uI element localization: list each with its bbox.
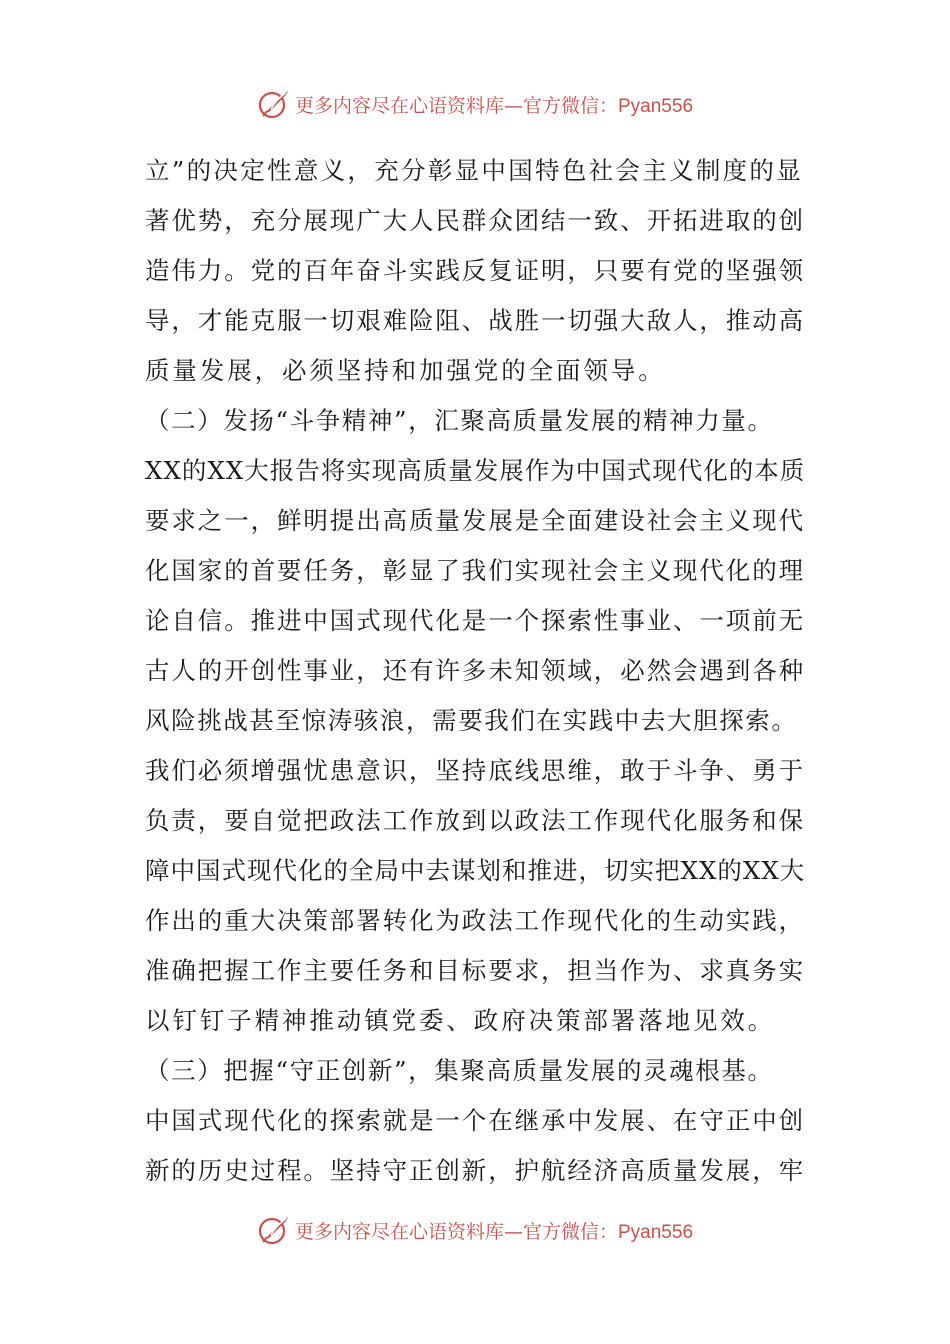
text-line: 以钉钉子精神推动镇党委、政府决策部署落地见效。 xyxy=(145,1006,776,1035)
text-line: 导，才能克服一切艰难险阻、战胜一切强大敌人，推动高 xyxy=(145,306,805,335)
text-line: 化国家的首要任务，彰显了我们实现社会主义现代化的理 xyxy=(145,556,805,585)
text-line: 质量发展，必须坚持和加强党的全面领导。 xyxy=(145,356,666,385)
banner-wechat-id: Pyan556 xyxy=(618,1221,694,1243)
quill-pen-logo-icon xyxy=(257,87,291,121)
text-line: 障中国式现代化的全局中去谋划和推进，切实把XX的XX大 xyxy=(145,856,806,885)
header-banner xyxy=(0,82,950,126)
banner-dash: — xyxy=(503,94,523,117)
text-line: 风险挑战甚至惊涛骇浪，需要我们在实践中去大胆探索。 xyxy=(145,706,798,735)
text-line: 负责，要自觉把政法工作放到以政法工作现代化服务和保 xyxy=(145,806,805,835)
footer-banner xyxy=(0,1208,950,1252)
text-line: 准确把握工作主要任务和目标要求，担当作为、求真务实 xyxy=(145,956,805,985)
section-heading: （三）把握“守正创新”，集聚高质量发展的灵魂根基。 xyxy=(145,1056,774,1085)
banner-title: 更多内容尽在心语资料库 xyxy=(294,94,504,117)
banner-wechat-label: 官方微信： xyxy=(522,1220,618,1243)
text-line: 论自信。推进中国式现代化是一个探索性事业、一项前无 xyxy=(145,606,805,635)
quill-pen-logo-icon xyxy=(257,1213,291,1247)
section-heading: （二）发扬“斗争精神”，汇聚高质量发展的精神力量。 xyxy=(145,406,774,435)
banner-title: 更多内容尽在心语资料库 xyxy=(294,1220,504,1243)
banner-wechat-id: Pyan556 xyxy=(618,95,694,117)
text-line: 古人的开创性事业，还有许多未知领域，必然会遇到各种 xyxy=(145,656,805,685)
text-line: 新的历史过程。坚持守正创新，护航经济高质量发展，牢 xyxy=(145,1156,805,1185)
text-line: 作出的重大决策部署转化为政法工作现代化的生动实践， xyxy=(145,906,805,935)
banner-dash: — xyxy=(503,1220,523,1243)
text-line: 著优势，充分展现广大人民群众团结一致、开拓进取的创 xyxy=(145,206,805,235)
text-line: 中国式现代化的探索就是一个在继承中发展、在守正中创 xyxy=(145,1106,805,1135)
text-line: 立”的决定性意义，充分彰显中国特色社会主义制度的显 xyxy=(145,156,804,185)
text-line: 我们必须增强忧患意识，坚持底线思维，敢于斗争、勇于 xyxy=(145,756,805,785)
text-line: XX的XX大报告将实现高质量发展作为中国式现代化的本质 xyxy=(145,456,806,485)
document-body xyxy=(145,146,807,1196)
text-line: 造伟力。党的百年奋斗实践反复证明，只要有党的坚强领 xyxy=(145,256,805,285)
banner-wechat-label: 官方微信： xyxy=(522,94,618,117)
text-line: 要求之一，鲜明提出高质量发展是全面建设社会主义现代 xyxy=(145,506,805,535)
banner-text xyxy=(295,1217,693,1244)
banner-text xyxy=(295,91,693,118)
